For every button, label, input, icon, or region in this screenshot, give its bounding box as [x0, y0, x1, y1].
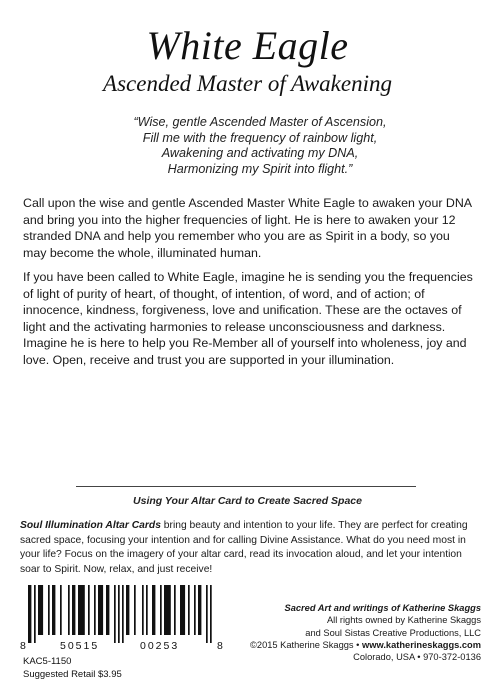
barcode-bar [160, 585, 162, 635]
barcode-bar [206, 585, 208, 643]
barcode-bar [106, 585, 109, 635]
barcode-bar [52, 585, 55, 635]
credits-title: Sacred Art and writings of Katherine Skaggs [284, 603, 481, 613]
barcode-bar [68, 585, 70, 635]
barcode-bar [114, 585, 116, 643]
barcode-bar [88, 585, 90, 635]
barcode-bar [48, 585, 50, 635]
invocation-line: Awakening and activating my DNA, [161, 146, 359, 160]
barcode-bar [72, 585, 75, 635]
barcode-icon [20, 585, 240, 643]
altar-section-body: bring beauty and intention to your life. They are perfect for creating sacred space, focusing your intention and for calling Divine Assistance. What do you need most in your life? Focus on the imagery of your altar card, read its invocation aloud, and let your intention soar to Spirit. Now, relax, and just receive! [20, 520, 468, 575]
credits-copyright [221, 639, 481, 651]
barcode-bar [198, 585, 201, 635]
barcode-bar [134, 585, 136, 635]
barcode-bar [122, 585, 124, 643]
barcode-bar [146, 585, 148, 635]
invocation-line: Fill me with the frequency of rainbow light, [142, 130, 378, 145]
credits-block [221, 602, 481, 663]
barcode-bar [60, 585, 62, 635]
barcode-bar [126, 585, 129, 635]
barcode-bar [142, 585, 144, 635]
product-sku: KAC5-1150 [23, 656, 72, 667]
body-paragraph-1: Call upon the wise and gentle Ascended Master White Eagle to awaken your DNA and bring you into the higher frequencies of light. He is here to awaken your 12 stranded DNA and help you remember who you are as Spirit in a body, so you may become the whole, illuminated human. [23, 196, 472, 260]
credits-company: and Soul Sistas Creative Productions, LLC [305, 627, 481, 638]
barcode-bar [210, 585, 212, 643]
barcode-bar [174, 585, 176, 635]
altar-section-lead: Soul Illumination Altar Cards [20, 520, 161, 531]
credits-contact: Colorado, USA • 970-372-0136 [353, 652, 481, 663]
card-subtitle: Ascended Master of Awakening [103, 71, 392, 96]
suggested-retail-price: Suggested Retail $3.95 [23, 669, 122, 680]
barcode-digit-last: 8 [217, 640, 223, 652]
body-paragraph-2: If you have been called to White Eagle, imagine he is sending you the frequencies of light of purity of heart, of thought, of intention, of word, and of action; of innocence, kindness, forgiveness, love and unification. These are the octaves of light and the activating harmonies to release unconsciousness and darkness. Imagine he is here to help you Re-Member all of yourself into wholeness, joy and love. Open, receive and trust you are supported in your illumination. [23, 270, 473, 367]
barcode-bar [94, 585, 96, 635]
barcode-bar [38, 585, 43, 635]
invocation-line: “Wise, gentle Ascended Master of Ascension, [133, 115, 387, 129]
invocation-line: Harmonizing my Spirit into flight.” [167, 161, 353, 176]
altar-section-text [20, 519, 478, 577]
website-link[interactable]: www.katherineskaggs.com [361, 639, 481, 650]
barcode-bar [188, 585, 190, 635]
credits-rights: All rights owned by Katherine Skaggs [326, 615, 481, 626]
barcode-bar [78, 585, 85, 635]
altar-section-heading: Using Your Altar Card to Create Sacred Space [133, 495, 362, 507]
section-divider [76, 486, 416, 487]
barcode-bar [28, 585, 31, 643]
barcode-bar [152, 585, 155, 635]
barcode-digit-first: 8 [20, 640, 26, 652]
barcode-group-left: 50515 [60, 640, 100, 652]
barcode-group-right: 00253 [140, 640, 180, 652]
barcode-bar [34, 585, 36, 643]
barcode-bar [180, 585, 185, 635]
invocation-verse [90, 115, 430, 177]
card-title: White Eagle [146, 23, 349, 68]
copyright-text: ©2015 Katherine Skaggs • [250, 639, 362, 650]
barcode-bar [118, 585, 120, 643]
barcode-bar [194, 585, 196, 635]
barcode-bar [98, 585, 103, 635]
barcode-block [20, 585, 240, 685]
barcode-bar [164, 585, 171, 635]
